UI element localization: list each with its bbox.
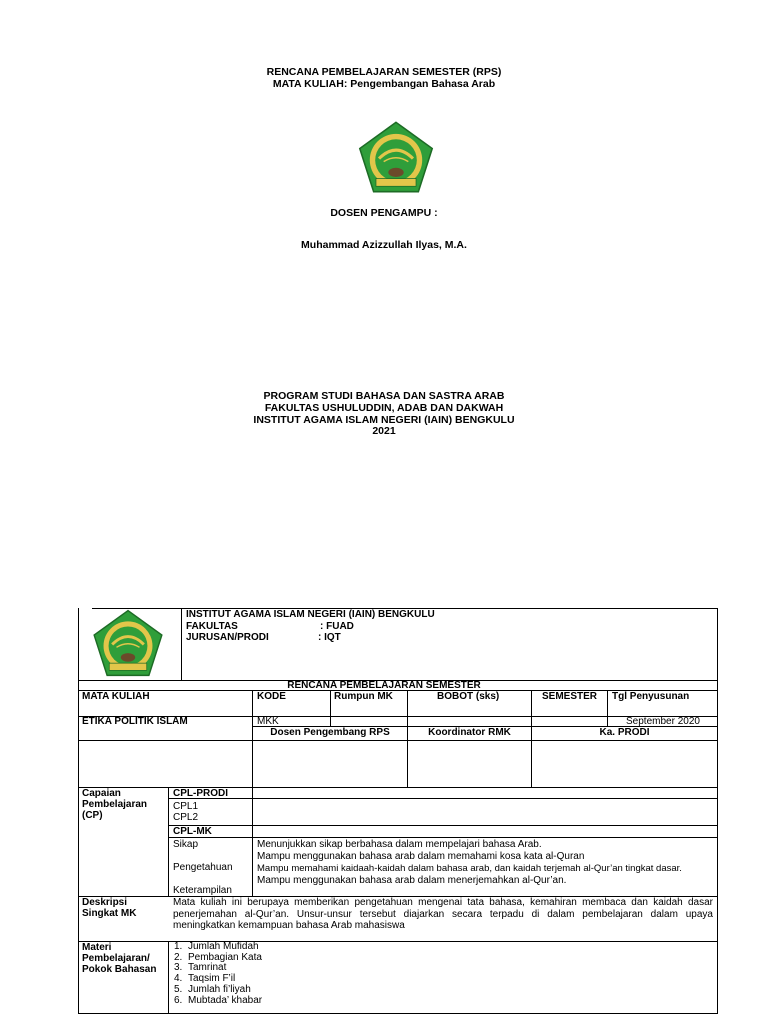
col-kode: KODE: [257, 691, 286, 702]
ka-prodi: Ka. PRODI: [599, 727, 650, 738]
cpl-mk: CPL-MK: [173, 826, 212, 837]
cp-label-1: Capaian: [82, 788, 121, 799]
list-item: 6. Mubtada’ khabar: [174, 994, 263, 1006]
mk-kode: MKK: [257, 716, 279, 727]
cp-text-1: Menunjukkan sikap berbahasa dalam mempelajari bahasa Arab.: [257, 839, 542, 850]
fakultas-label: FAKULTAS: [186, 621, 238, 632]
mk-tgl: September 2020: [626, 716, 700, 727]
cp-text-4: Mampu menggunakan bahasa arab dalam menerjemahkan al-Qur’an.: [257, 875, 567, 886]
col-mata-kuliah: MATA KULIAH: [82, 691, 150, 702]
cp-text-3: Mampu memahami kaidaah-kaidah dalam bahasa arab, dan kaidah terjemah al-Qur’an tingkat dasar.: [257, 863, 682, 874]
dosen-name: Muhammad Azizzullah Ilyas, M.A.: [301, 239, 467, 251]
table-institut: INSTITUT AGAMA ISLAM NEGERI (IAIN) BENGKULU: [186, 609, 435, 620]
col-semester: SEMESTER: [542, 691, 598, 702]
koordinator-rmk: Koordinator RMK: [428, 727, 511, 738]
jurusan-label: JURUSAN/PRODI: [186, 632, 269, 643]
deskripsi-text: Mata kuliah ini berupaya memberikan pengetahuan mengenai tata bahasa, kemahiran membaca dan kaidah dasar penerjemahan al-Qur’an. Unsur-unsur tersebut diajarkan secara terpadu di dalam pembelajaran dalam upaya meningkatkan kemampuan bahasa Arab mahasiswa: [173, 897, 713, 931]
materi-label-3: Pokok Bahasan: [82, 964, 157, 975]
list-item: 4. Taqsim F’il: [174, 973, 236, 985]
institut-name: INSTITUT AGAMA ISLAM NEGERI (IAIN) BENGKULU: [253, 414, 515, 426]
list-item: 2. Pembagian Kata: [174, 951, 262, 963]
sikap-label: Sikap: [173, 839, 199, 850]
cp-label-3: (CP): [82, 810, 103, 821]
list-item: 3. Tamrinat: [174, 962, 227, 974]
cp-label-2: Pembelajaran: [82, 799, 148, 810]
materi-label-1: Materi: [82, 942, 112, 953]
mk-name: ETIKA POLITIK ISLAM: [82, 716, 188, 727]
keterampilan-label: Keterampilan: [173, 885, 232, 896]
document-title: RENCANA PEMBELAJARAN SEMESTER (RPS): [266, 66, 502, 78]
pengetahuan-label: Pengetahuan: [173, 862, 233, 873]
materi-list: [174, 942, 262, 1006]
deskripsi-label-1: Deskripsi: [82, 897, 128, 908]
course-line: MATA KULIAH: Pengembangan Bahasa Arab: [272, 78, 496, 90]
jurusan-value: : IQT: [318, 632, 341, 643]
cpl1: CPL1: [173, 801, 199, 812]
prodi-name: PROGRAM STUDI BAHASA DAN SASTRA ARAB: [263, 390, 505, 402]
col-rumpun: Rumpun MK: [334, 691, 393, 702]
deskripsi-label-2: Singkat MK: [82, 908, 137, 919]
cpl-prodi: CPL-PRODI: [173, 788, 228, 799]
dosen-pengembang: Dosen Pengembang RPS: [270, 727, 390, 738]
list-item: 1. Jumlah Mufidah: [174, 941, 259, 952]
fakultas-value: : FUAD: [320, 621, 354, 632]
col-bobot: BOBOT (sks): [437, 691, 500, 702]
iain-logo-icon: [357, 120, 435, 194]
dosen-label: DOSEN PENGAMPU :: [330, 207, 438, 219]
year: 2021: [372, 425, 396, 437]
fakultas-name: FAKULTAS USHULUDDIN, ADAB DAN DAKWAH: [264, 402, 504, 414]
col-tgl: Tgl Penyusunan: [612, 691, 690, 702]
list-item: 5. Jumlah fi’liyah: [174, 983, 251, 995]
rps-title: RENCANA PEMBELAJARAN SEMESTER: [287, 680, 481, 691]
table-logo-icon: [92, 608, 164, 678]
materi-label-2: Pembelajaran/: [82, 953, 150, 964]
cpl2: CPL2: [173, 812, 199, 823]
cp-text-2: Mampu menggunakan bahasa arab dalam memahami kosa kata al-Quran: [257, 851, 585, 862]
